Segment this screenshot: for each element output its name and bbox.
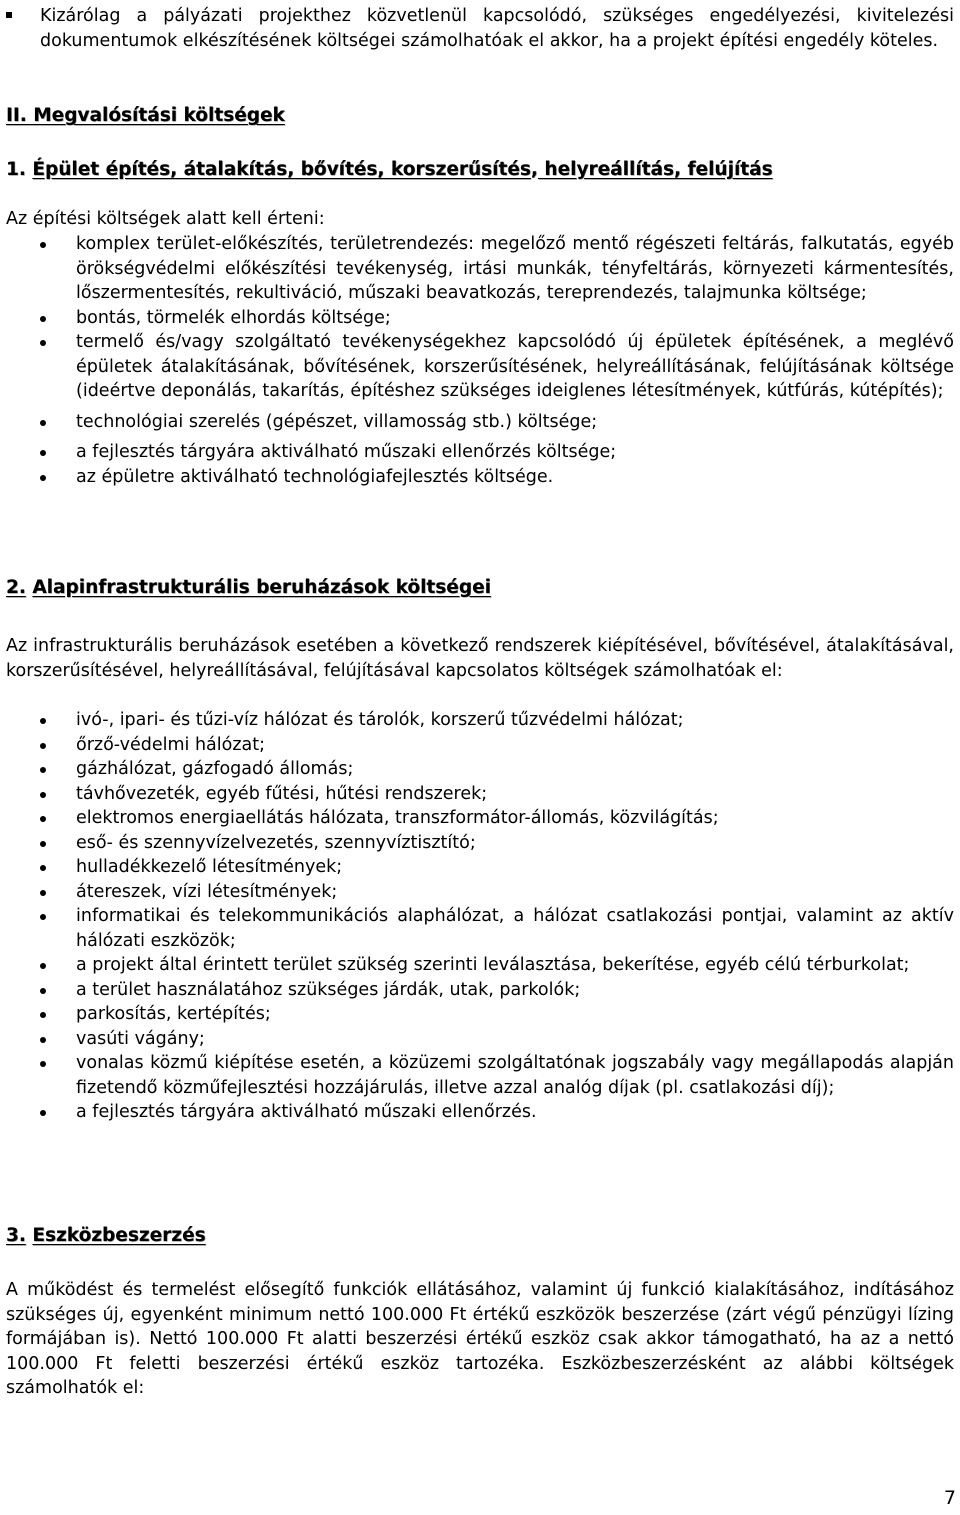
bullet-icon	[40, 718, 46, 724]
bullet-icon	[40, 450, 46, 456]
list-item-text: a fejlesztés tárgyára aktiválható műszaki ellenőrzés.	[76, 1102, 537, 1122]
list-item	[6, 953, 954, 978]
list-item-text: a fejlesztés tárgyára aktiválható műszaki ellenőrzés költsége;	[76, 442, 617, 462]
bullet-icon	[40, 1037, 46, 1043]
bullet-icon	[40, 890, 46, 896]
list-item	[6, 232, 954, 306]
page-number: 7	[943, 1487, 956, 1509]
list-item-text: bontás, törmelék elhordás költsége;	[76, 307, 391, 328]
list-item-text: parkosítás, kertépítés;	[76, 1004, 271, 1024]
section-title: II. Megvalósítási költségek	[6, 105, 285, 126]
list-item	[6, 880, 954, 905]
list-item-text: ivó-, ipari- és tűzi-víz hálózat és tárolók, korszerű tűzvédelmi hálózat;	[76, 710, 684, 730]
list-item	[6, 757, 954, 782]
subsection-2-lead: Az infrastrukturális beruházások esetében a következő rendszerek kiépítésével, bővítésével, átalakításával, korszerűsítésével, helyreállításával, felújításával kapcsolatos költségek számolhatóak el:	[6, 636, 954, 681]
list-item	[6, 1100, 954, 1125]
list-item-text: elektromos energiaellátás hálózata, transzformátor-állomás, közvilágítás;	[76, 808, 719, 828]
list-item	[6, 440, 954, 465]
bullet-icon	[40, 316, 46, 322]
list-item	[6, 410, 954, 435]
bullet-icon	[40, 242, 46, 248]
subsection-2-title: 2. Alapinfrastrukturális beruházások költségei	[6, 577, 491, 598]
subsection-1-lead: Az építési költségek alatt kell érteni:	[6, 209, 325, 229]
bullet-icon	[40, 1012, 46, 1018]
intro-list	[6, 4, 954, 53]
list-item	[6, 330, 954, 404]
list-item	[6, 465, 954, 490]
list-item-text: termelő és/vagy szolgáltató tevékenységekhez kapcsolódó új épületek építésének, a meglévő épületek átalakításának, bővítésének, korszerűsítésének, helyreállításának, felújításának költsége (ideértve deponálás, takarítás, építéshez szükséges ideiglenes létesítmények, kútfúrás, kútépítés);	[76, 332, 954, 401]
subsection-1-title: 1. Épület építés, átalakítás, bővítés, korszerűsítés, helyreállítás, felújítás	[6, 159, 773, 180]
list-item	[6, 806, 954, 831]
bullet-icon	[40, 792, 46, 798]
bullet-icon	[40, 963, 46, 969]
bullet-icon	[40, 1061, 46, 1067]
subsection-3-body: A működést és termelést elősegítő funkciók ellátásához, valamint új funkció kialakításához, indításához szükséges új, egyenként minimum nettó 100.000 Ft értékű eszközök beszerzése (zárt végű pénzügyi lízing formájában is). Nettó 100.000 Ft alatti beszerzési értékű eszköz csak akkor támogatható, ha az a nettó 100.000 Ft feletti beszerzési értékű eszköz tartozéka. Eszközbeszerzésként az alábbi költségek számolhatók el:	[6, 1280, 954, 1398]
list-item-text: eső- és szennyvízelvezetés, szennyvíztisztító;	[76, 832, 476, 853]
bullet-icon	[40, 475, 46, 481]
bullet-icon	[40, 743, 46, 749]
list-item: Kizárólag a pályázati projekthez közvetlenül kapcsolódó, szükséges engedélyezési, kivitelezési dokumentumok elkészítésének költségei számolhatóak el akkor, ha a projekt építési engedély köteles.	[6, 4, 954, 53]
list-item-text: hulladékkezelő létesítmények;	[76, 857, 343, 877]
list-item	[6, 855, 954, 880]
bullet-icon	[40, 1110, 46, 1116]
bullet-icon	[40, 841, 46, 847]
list-item-text: az épületre aktiválható technológiafejlesztés költsége.	[76, 466, 554, 487]
bullet-icon	[40, 767, 46, 773]
bullet-icon	[40, 914, 46, 920]
list-item	[6, 1027, 954, 1052]
list-item-text: őrző-védelmi hálózat;	[76, 734, 266, 755]
square-bullet-icon	[6, 12, 12, 18]
list-item	[6, 1051, 954, 1100]
list-item	[6, 708, 954, 733]
bullet-icon	[40, 816, 46, 822]
list-item	[6, 733, 954, 758]
bullet-icon	[40, 865, 46, 871]
list-item-text: komplex terület-előkészítés, területrendezés: megelőző mentő régészeti feltárás, falkutatás, egyéb örökségvédelmi előkészítési tevékenység, irtási munkák, tényfeltárás, környezeti kármentesítés, lőszermentesítés, rekultiváció, műszaki beavatkozás, tereprendezés, talajmunka költsége;	[76, 234, 954, 303]
subsection-1-list	[6, 232, 954, 489]
list-item-text: gázhálózat, gázfogadó állomás;	[76, 759, 354, 779]
list-item	[6, 306, 954, 331]
bullet-icon	[40, 420, 46, 426]
list-item	[6, 1002, 954, 1027]
list-item-text: vasúti vágány;	[76, 1028, 205, 1049]
subsection-2-list	[6, 708, 954, 1125]
subsection-3-title: 3. Eszközbeszerzés	[6, 1225, 206, 1246]
bullet-icon	[40, 340, 46, 346]
list-item-text: átereszek, vízi létesítmények;	[76, 881, 338, 902]
list-item-text: technológiai szerelés (gépészet, villamosság stb.) költsége;	[76, 411, 598, 432]
list-item	[6, 831, 954, 856]
list-item	[6, 904, 954, 953]
bullet-icon	[40, 988, 46, 994]
list-item	[6, 782, 954, 807]
list-item-text: a projekt által érintett terület szükség szerinti leválasztása, bekerítése, egyéb célú térburkolat;	[76, 955, 910, 975]
list-item	[6, 978, 954, 1003]
list-item-text: a terület használatához szükséges járdák, utak, parkolók;	[76, 979, 581, 1000]
list-item-text: vonalas közmű kiépítése esetén, a közüzemi szolgáltatónak jogszabály vagy megállapodás alapján fizetendő közműfejlesztési hozzájárulás, illetve azzal analóg díjak (pl. csatlakozási díj);	[76, 1053, 954, 1098]
list-item-text: távhővezeték, egyéb fűtési, hűtési rendszerek;	[76, 783, 488, 804]
list-item-text: informatikai és telekommunikációs alaphálózat, a hálózat csatlakozási pontjai, valamint az aktív hálózati eszközök;	[76, 906, 954, 951]
